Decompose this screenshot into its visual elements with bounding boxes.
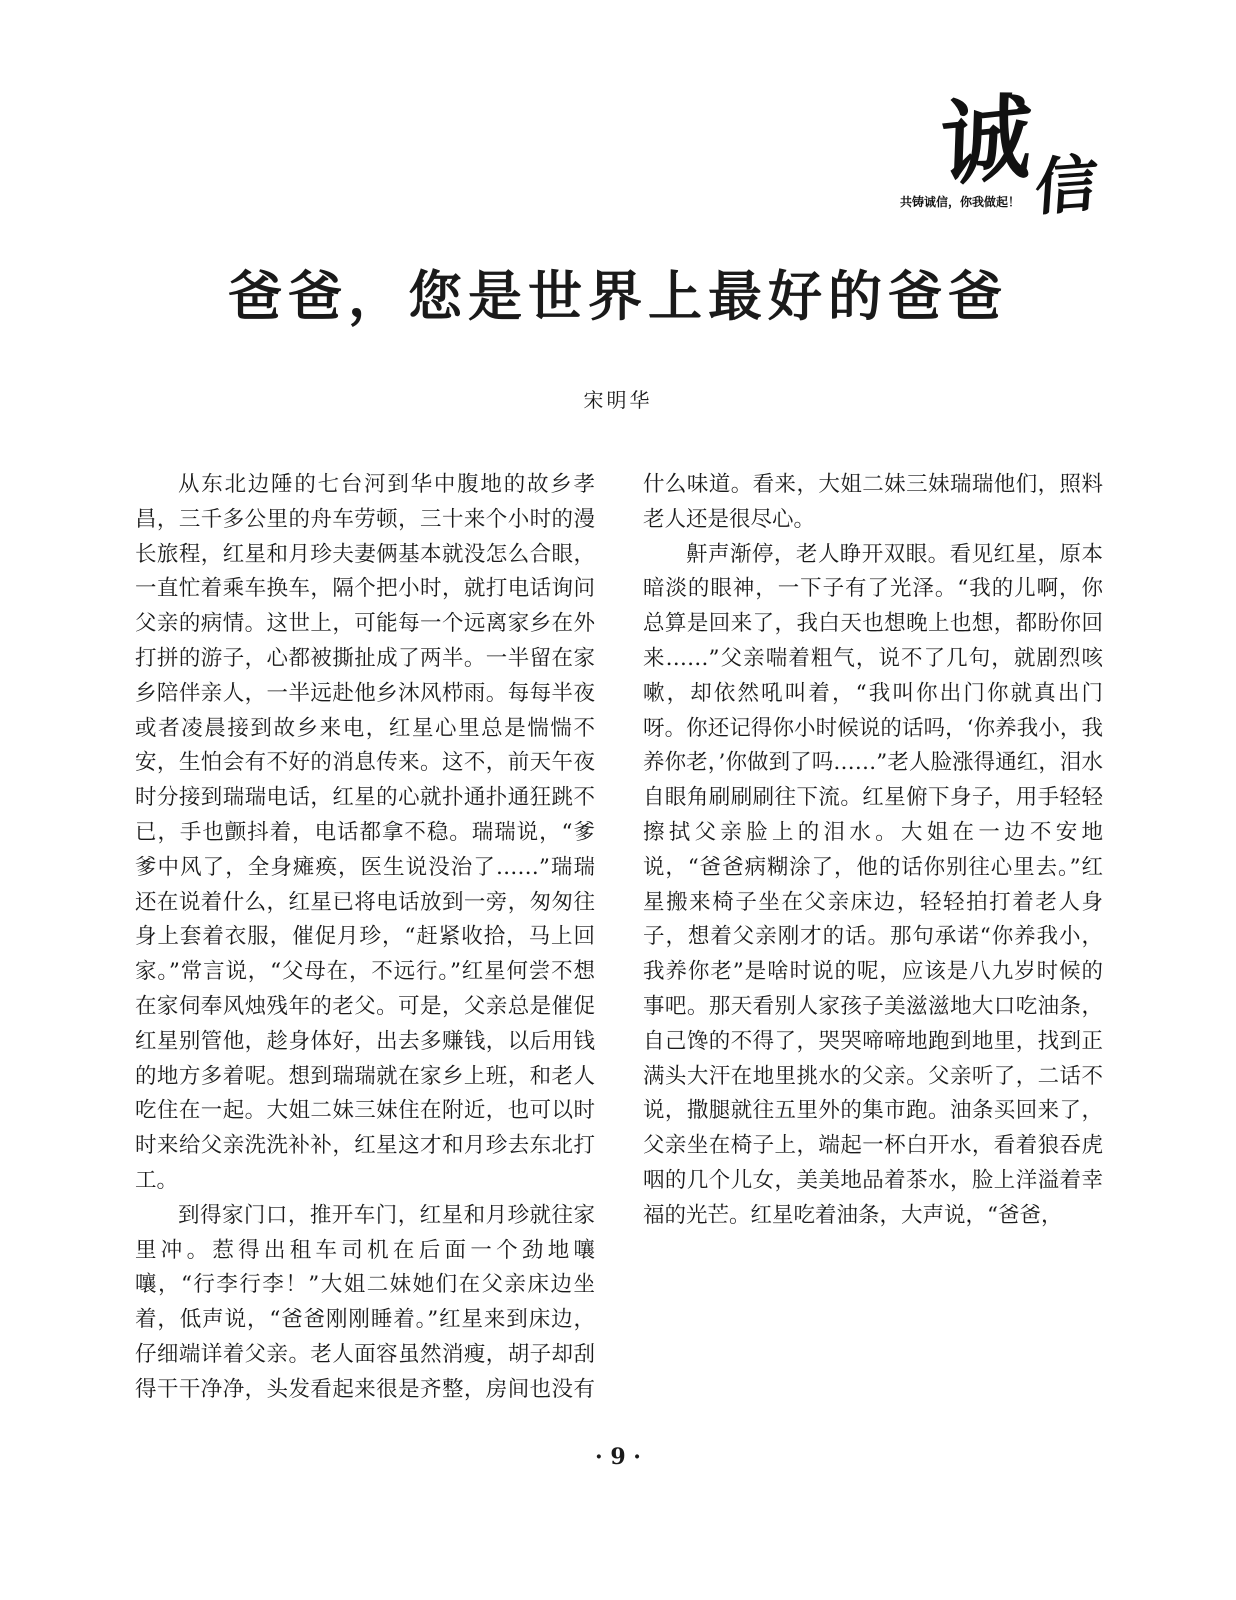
logo-char-cheng: 诚	[938, 81, 1030, 201]
logo-char-xin: 信	[1032, 146, 1100, 225]
article-paragraph-1: 从东北边陲的七台河到华中腹地的故乡孝昌，三千多公里的舟车劳顿，三十来个小时的漫长旅程，红星和月珍夫妻俩基本就没怎么合眼，一直忙着乘车换车，隔个把小时，就打电话询问父亲的病情。这世上，可能每一个远离家乡在外打拼的游子，心都被撕扯成了两半。一半留在家乡陪伴亲人，一半远赴他乡沐风栉雨。每每半夜或者凌晨接到故乡来电，红星心里总是惴惴不安，生怕会有不好的消息传来。这不，前天午夜时分接到瑞瑞电话，红星的心就扑通扑通狂跳不已，手也颤抖着，电话都拿不稳。瑞瑞说，“爹爹中风了，全身瘫痪，医生说没治了……”瑞瑞还在说着什么，红星已将电话放到一旁，匆匆往身上套着衣服，催促月珍，“赶紧收拾，马上回家。”常言说，“父母在，不远行。”红星何尝不想在家伺奉风烛残年的老父。可是，父亲总是催促红星别管他，趁身体好，出去多赚钱，以后用钱的地方多着呢。想到瑞瑞就在家乡上班，和老人吃住在一起。大姐二妹三妹住在附近，也可以时时来给父亲洗洗补补，红星这才和月珍去东北打工。	[135, 472, 595, 1193]
article-author: 宋明华	[583, 388, 653, 412]
article-paragraph-2: 到得家门口，推开车门，红星和月珍就往家里冲。惹得出租车司机在后面一个劲地嚷嚷，“行李行李！”大姐二妹她们在父亲床边坐着，低声说，“爸爸刚刚睡着。”红星来到床边，仔细端详着父亲。老人面容虽然消瘦，胡子却刮得干干净净，头发看起来很是齐整，房间也没有什么味道。看来，大姐二妹三妹瑞瑞他们，照料老人还是很尽心。	[135, 472, 1103, 1402]
article-body	[135, 468, 1103, 1428]
logo-slogan: 共铸诚信，你我做起！	[900, 195, 1021, 209]
article-paragraph-3: 鼾声渐停，老人睁开双眼。看见红星，原本暗淡的眼神，一下子有了光泽。“我的儿啊，你总算是回来了，我白天也想晚上也想，都盼你回来……”父亲喘着粗气，说不了几句，就剧烈咳嗽，却依然吼叫着，“我叫你出门你就真出门呀。你还记得你小时候说的话吗，‘你养我小，我养你老，’你做到了吗……”老人脸涨得通红，泪水自眼角刷刷刷往下流。红星俯下身子，用手轻轻擦拭父亲脸上的泪水。大姐在一边不安地说，“爸爸病糊涂了，他的话你别往心里去。”红星搬来椅子坐在父亲床边，轻轻拍打着老人身子，想着父亲刚才的话。那句承诺“你养我小，我养你老”是啥时说的呢，应该是八九岁时候的事吧。那天看别人家孩子美滋滋地大口吃油条，自己馋的不得了，哭哭啼啼地跑到地里，找到正满头大汗在地里挑水的父亲。父亲听了，二话不说，撒腿就往五里外的集市跑。油条买回来了，父亲坐在椅子上，端起一杯白开水，看着狼吞虎咽的几个儿女，美美地品着茶水，脸上洋溢着幸福的光芒。红星吃着油条，大声说，“爸爸，	[643, 541, 1103, 1228]
integrity-logo	[880, 81, 1105, 225]
page-number: · 9 ·	[595, 1444, 641, 1470]
article-title: 爸爸，您是世界上最好的爸爸	[228, 264, 1008, 328]
